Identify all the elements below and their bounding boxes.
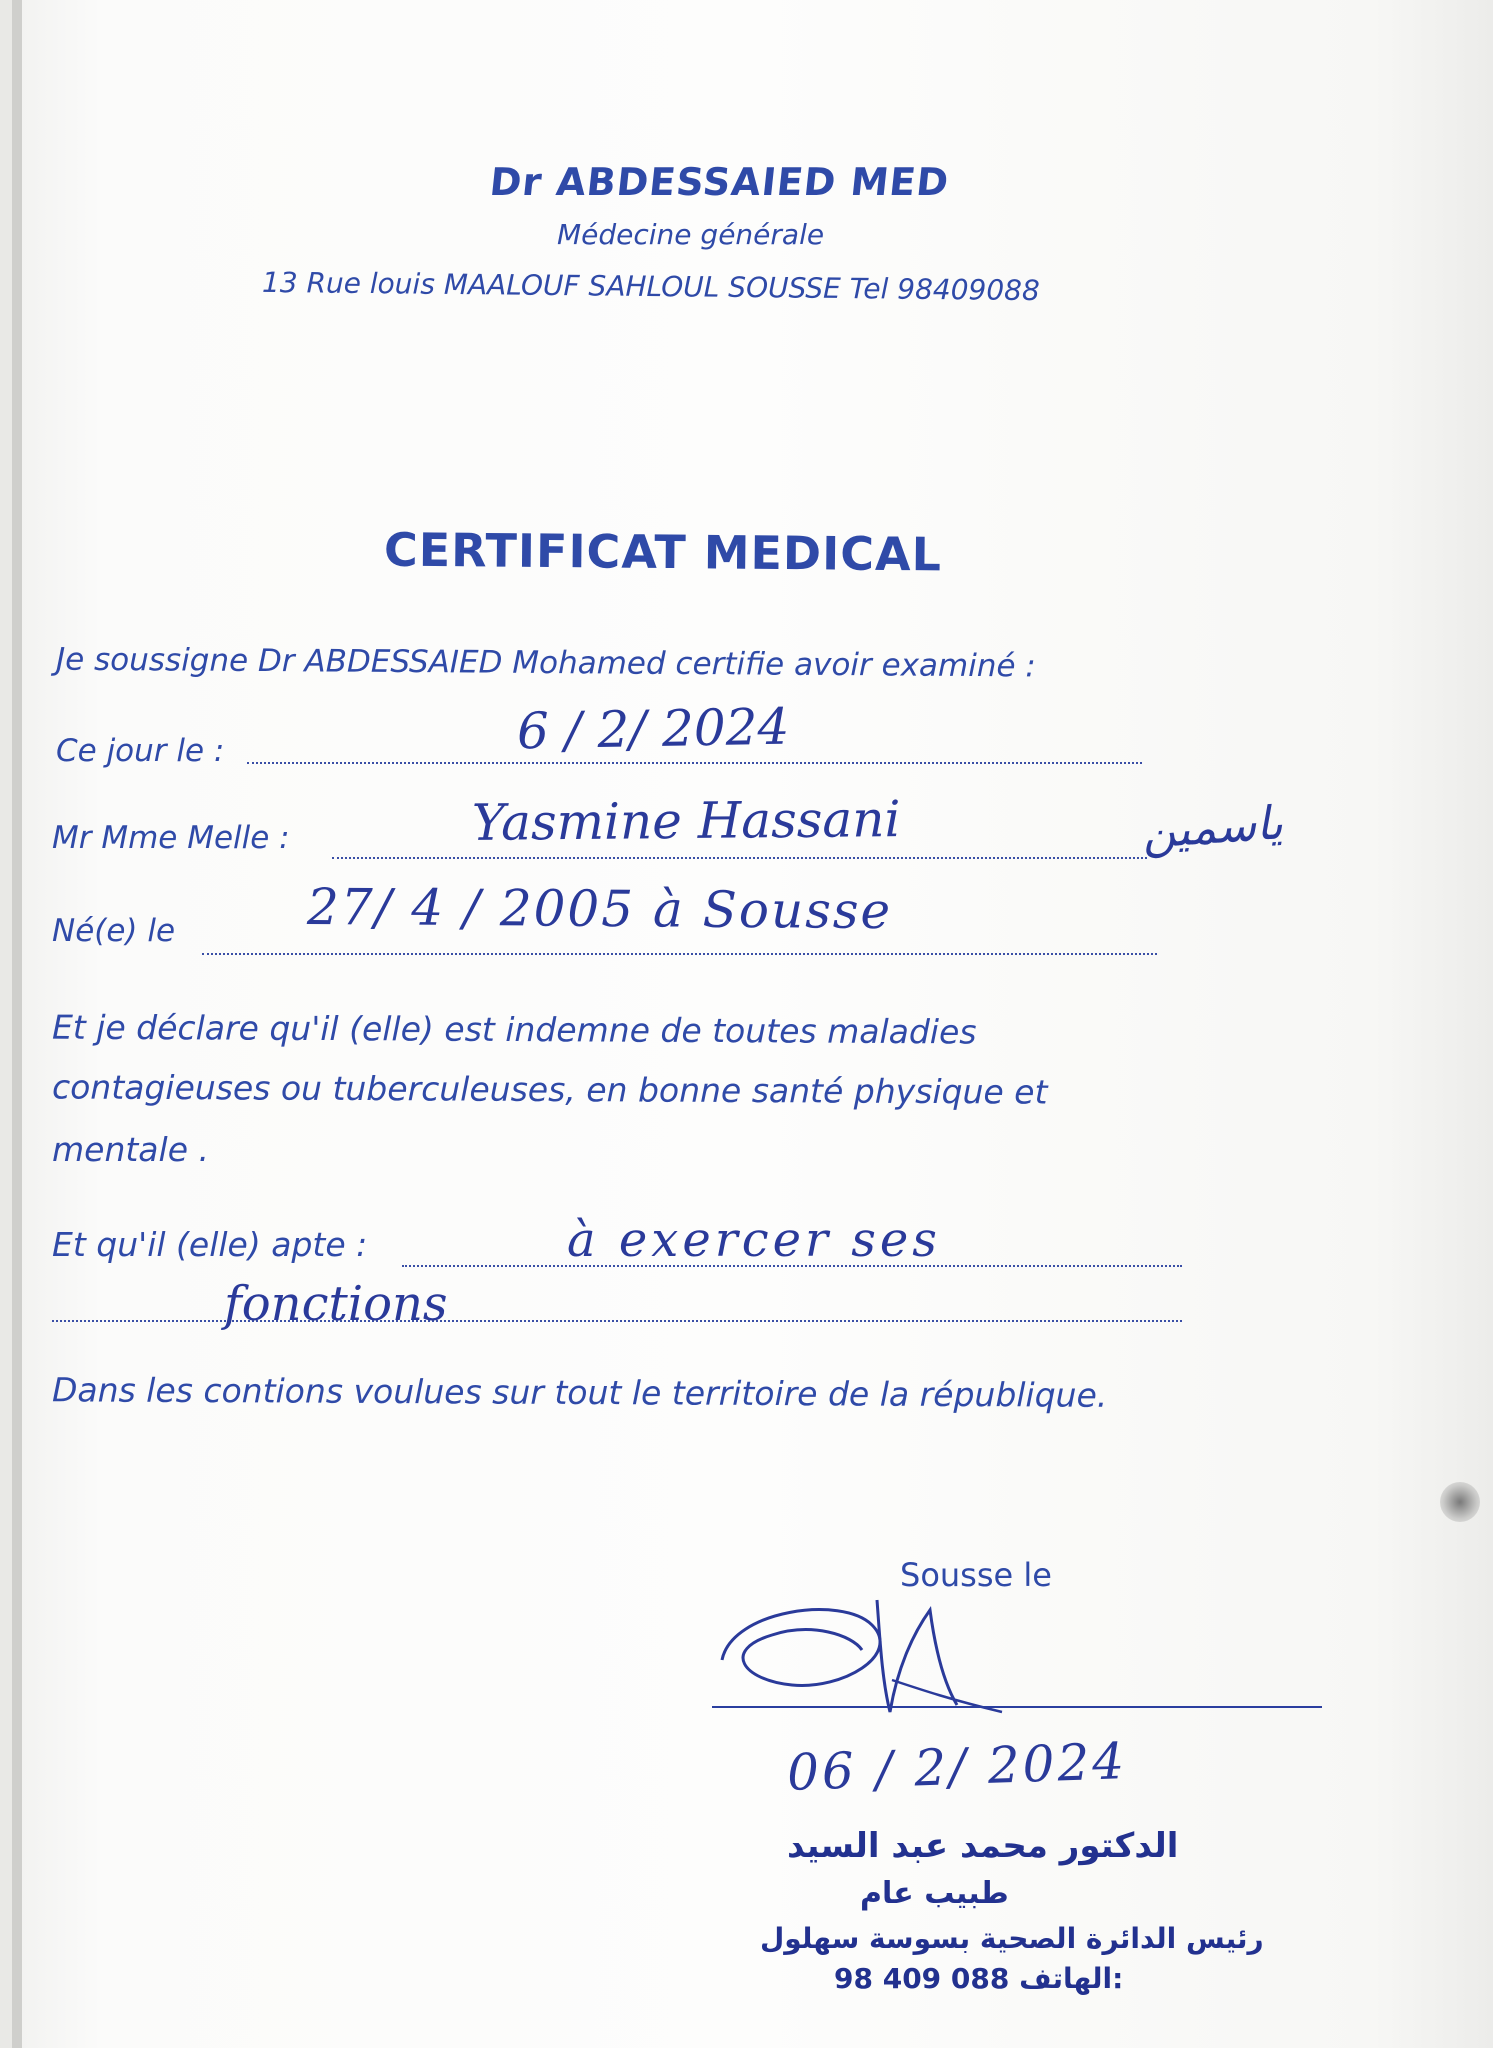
name-handwritten: Yasmine Hassani — [471, 790, 901, 852]
certificate-page — [12, 0, 1493, 2048]
name-label: Mr Mme Melle : — [52, 820, 290, 856]
date-label: Ce jour le : — [56, 733, 225, 769]
ink-smudge — [1440, 1482, 1480, 1522]
paper-edge-shadow — [12, 0, 22, 2048]
name-dotted-line — [332, 857, 1147, 859]
doctor-specialty: Médecine générale — [557, 218, 825, 251]
aptitude-handwritten-2: fonctions — [224, 1276, 448, 1332]
aptitude-label: Et qu'il (elle) apte : — [52, 1225, 368, 1264]
stamp-phone-row — [834, 1962, 1123, 1995]
stamp-phone: 98 409 088 — [834, 1962, 1010, 1995]
date-handwritten: 6 / 2/ 2024 — [516, 697, 790, 761]
intro-text: Je soussigne Dr ABDESSAIED Mohamed certifie avoir examiné : — [55, 641, 1036, 685]
declaration-line-2: contagieuses ou tuberculeuses, en bonne santé physique et — [51, 1067, 1048, 1112]
birth-dotted-line — [202, 953, 1157, 955]
conditions-text: Dans les contions voulues sur tout le territoire de la république. — [51, 1370, 1108, 1415]
birth-label: Né(e) le — [52, 913, 176, 949]
name-arabic-handwritten: ياسمين — [1140, 795, 1285, 859]
stamp-phone-label: الهاتف: — [1019, 1962, 1124, 1995]
stamp-line-3: رئيس الدائرة الصحية بسوسة سهلول — [760, 1922, 1264, 1955]
signature-place-label: Sousse le — [900, 1556, 1052, 1594]
birth-handwritten: 27/ 4 / 2005 à Sousse — [306, 877, 893, 941]
aptitude-dotted-line-2 — [52, 1320, 1182, 1322]
doctor-name: Dr ABDESSAIED MED — [487, 160, 952, 204]
signature-date: 06 / 2/ 2024 — [786, 1732, 1128, 1802]
stamp-line-1: الدكتور محمد عبد السيد — [787, 1826, 1179, 1866]
date-dotted-line — [247, 762, 1142, 764]
aptitude-handwritten-1: à exercer ses — [567, 1212, 941, 1268]
signature-line — [712, 1706, 1322, 1708]
certificate-title: CERTIFICAT MEDICAL — [383, 522, 943, 582]
declaration-line-1: Et je déclare qu'il (elle) est indemne de toutes maladies — [51, 1007, 977, 1052]
signature-scribble — [702, 1540, 1082, 1725]
doctor-address: 13 Rue louis MAALOUF SAHLOUL SOUSSE Tel 98409088 — [261, 265, 1040, 308]
declaration-line-3: mentale . — [52, 1130, 209, 1169]
stamp-line-2: طبيب عام — [860, 1876, 1009, 1911]
